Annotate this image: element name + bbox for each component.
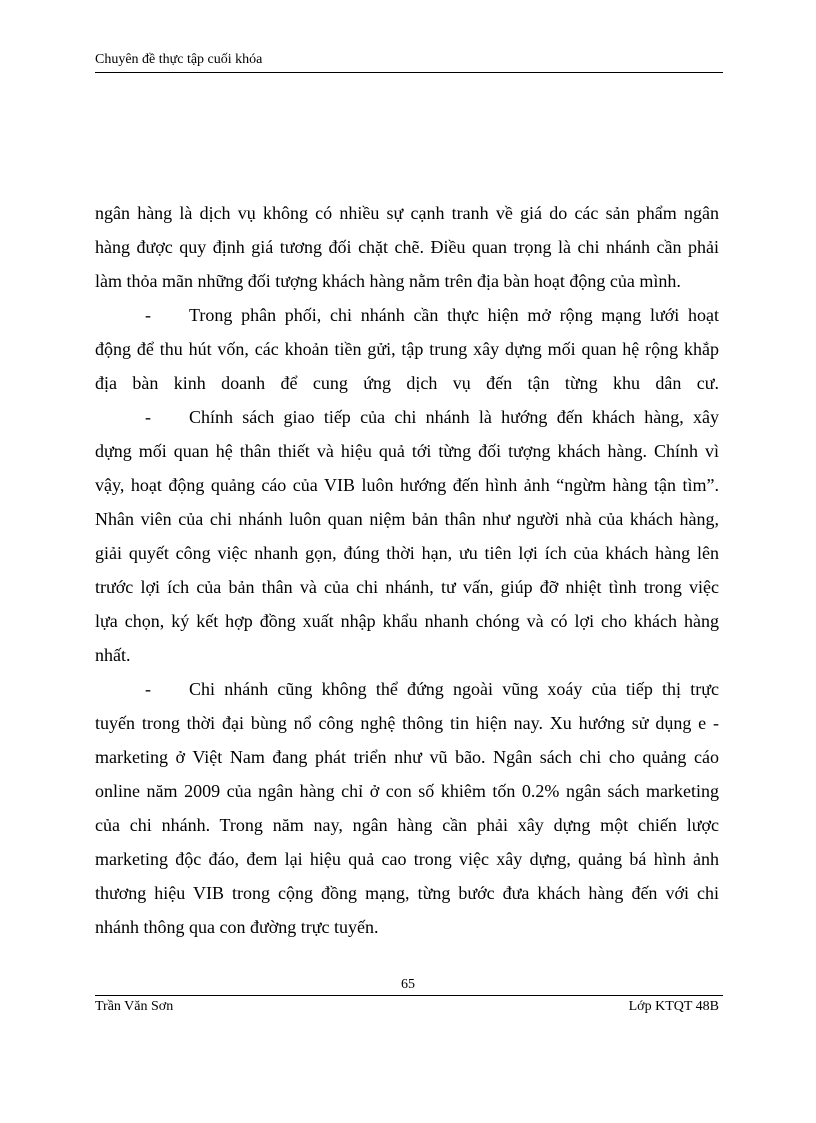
page-number: 65 xyxy=(401,977,415,992)
text-line: tuyến trong thời đại bùng nổ công nghệ thông tin hiện nay. Xu hướng sử dụng e - xyxy=(95,713,719,733)
footer-class: Lớp KTQT 48B xyxy=(628,999,719,1014)
bullet-dash: - xyxy=(145,305,151,325)
text-line: marketing ở Việt Nam đang phát triển như vũ bão. Ngân sách chi cho quảng cáo xyxy=(95,747,719,767)
footer-divider xyxy=(95,995,723,996)
text-line: nhánh thông qua con đường trực tuyến. xyxy=(95,917,379,937)
text-line: vậy, hoạt động quảng cáo của VIB luôn hướng đến hình ảnh “ngừm hàng tận tìm”. xyxy=(95,475,719,495)
bullet-line xyxy=(95,298,719,332)
header-title: Chuyên đề thực tập cuối khóa xyxy=(95,52,263,67)
bullet-text: Chính sách giao tiếp của chi nhánh là hướng đến khách hàng, xây xyxy=(189,407,719,427)
text-line: lựa chọn, ký kết hợp đồng xuất nhập khẩu nhanh chóng và có lợi cho khách hàng xyxy=(95,611,719,631)
footer-author: Trần Văn Sơn xyxy=(95,999,174,1014)
text-line: ngân hàng là dịch vụ không có nhiều sự cạnh tranh về giá do các sản phẩm ngân xyxy=(95,203,719,223)
text-line: hàng được quy định giá tương đối chặt chẽ. Điều quan trọng là chi nhánh cần phải xyxy=(95,237,719,257)
text-line: nhất. xyxy=(95,645,131,665)
text-line: trước lợi ích của bản thân và của chi nhánh, tư vấn, giúp đỡ nhiệt tình trong việc xyxy=(95,577,719,597)
bullet-text: Chi nhánh cũng không thể đứng ngoài vũng xoáy của tiếp thị trực xyxy=(189,679,719,699)
text-line: động để thu hút vốn, các khoản tiền gửi, tập trung xây dựng mối quan hệ rộng khắp xyxy=(95,339,719,359)
page-header xyxy=(95,52,723,73)
document-body xyxy=(95,196,719,944)
bullet-text: Trong phân phối, chi nhánh cần thực hiện mở rộng mạng lưới hoạt xyxy=(189,305,719,325)
text-line: làm thỏa mãn những đối tượng khách hàng nằm trên địa bàn hoạt động của mình. xyxy=(95,271,681,291)
bullet-line xyxy=(95,672,719,706)
text-line: giải quyết công việc nhanh gọn, đúng thời hạn, ưu tiên lợi ích của khách hàng lên xyxy=(95,543,719,563)
text-line: Nhân viên của chi nhánh luôn quan niệm bản thân như người nhà của khách hàng, xyxy=(95,509,719,529)
bullet-dash: - xyxy=(145,679,151,699)
text-line: của chi nhánh. Trong năm nay, ngân hàng cần phải xây dựng một chiến lược xyxy=(95,815,719,835)
text-line: thương hiệu VIB trong cộng đồng mạng, từng bước đưa khách hàng đến với chi xyxy=(95,883,719,903)
text-line: dựng mối quan hệ thân thiết và hiệu quả tới từng đối tượng khách hàng. Chính vì xyxy=(95,441,719,461)
text-line: địa bàn kinh doanh để cung ứng dịch vụ đến tận từng khu dân cư. xyxy=(95,373,719,393)
bullet-line xyxy=(95,400,719,434)
text-line: marketing độc đáo, đem lại hiệu quả cao trong việc xây dựng, quảng bá hình ảnh xyxy=(95,849,719,869)
text-line: online năm 2009 của ngân hàng chỉ ở con số khiêm tốn 0.2% ngân sách marketing xyxy=(95,781,719,801)
bullet-dash: - xyxy=(145,407,151,427)
